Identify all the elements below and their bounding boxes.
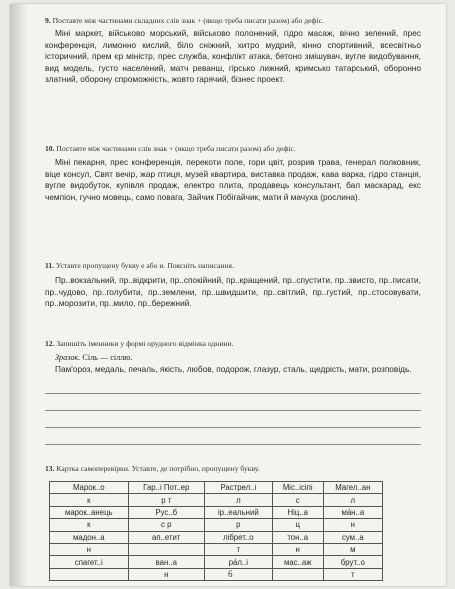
task-11-number: 11. bbox=[45, 261, 55, 270]
card-cell: н bbox=[128, 568, 204, 580]
card-row bbox=[50, 568, 383, 580]
card-cell: мадон..а bbox=[50, 531, 129, 543]
card-cell: ап..етит bbox=[128, 531, 204, 543]
task-13 bbox=[45, 464, 421, 581]
task-12-number: 12. bbox=[45, 339, 55, 348]
card-cell: Растрел..і bbox=[204, 482, 272, 494]
card-cell: мас..аж bbox=[272, 556, 323, 568]
card-cell: сум..а bbox=[323, 531, 382, 543]
task-9-text: Міні маркет, військово морський, військово полонений, гідро масаж, вічно зелений, прес конференція, лимонно кислий, біло сніжний, хитро мудрий, кінно спортивний, всесвітньо історичний, прем єр міністр, прес служба, конфлікт атака, бетоно змішувач, вугле видобування, вид модель, густо населений, матч реванш, гірсько лижний, кримсько татарський, оборонно златний, оборону спроможність, жовто гарячий, бізнес проект. bbox=[45, 28, 421, 85]
card-cell: л bbox=[323, 494, 382, 506]
card-cell: р bbox=[204, 519, 272, 531]
card-cell: к bbox=[50, 494, 129, 506]
card-cell: н bbox=[323, 519, 382, 531]
card-cell: л bbox=[204, 494, 272, 506]
card-cell bbox=[50, 568, 129, 580]
page-number: 6 bbox=[228, 569, 233, 579]
card-row bbox=[50, 556, 383, 568]
card-cell: ра́л..і bbox=[204, 556, 272, 568]
card-cell: марок..анець bbox=[50, 506, 129, 518]
card-cell bbox=[272, 568, 323, 580]
writing-line[interactable] bbox=[45, 393, 421, 394]
card-cell: ц bbox=[272, 519, 323, 531]
task-12-example-label: Зразок. bbox=[55, 353, 81, 362]
task-9-number: 9. bbox=[45, 16, 51, 25]
task-11 bbox=[45, 261, 421, 310]
card-cell: р т bbox=[128, 494, 204, 506]
task-13-heading bbox=[45, 464, 421, 474]
writing-line[interactable] bbox=[45, 410, 421, 411]
card-cell: к bbox=[50, 519, 129, 531]
task-12-example bbox=[45, 352, 412, 363]
task-12-title: Запишіть іменники у формі орудного відмінка однини. bbox=[56, 339, 234, 348]
card-cell: спагет..і bbox=[50, 556, 129, 568]
task-13-number: 13. bbox=[45, 464, 55, 473]
card-cell: ма́н..а bbox=[323, 506, 382, 518]
card-cell: т bbox=[204, 543, 272, 555]
card-cell: Марок..о bbox=[50, 482, 129, 494]
card-cell: ван..а bbox=[128, 556, 204, 568]
task-10 bbox=[45, 144, 421, 203]
task-12-example-text: Сіль — сіллю. bbox=[82, 353, 133, 362]
card-cell: н bbox=[272, 543, 323, 555]
card-cell: Ніц..а bbox=[272, 506, 323, 518]
card-cell: м bbox=[323, 543, 382, 555]
task-10-heading bbox=[45, 144, 421, 154]
task-11-text: Пр..вокзальний, пр..відкрити, пр..спокійний, пр..кращений, пр..спустити, пр..звисто, пр..писати, пр..чудово, пр..голубити, пр..землени, пр..швидшити, пр..світлий, пр..густий, пр..стосовувати, пр..морозити, пр..мило, пр..бережний. bbox=[45, 275, 421, 309]
task-10-text: Міні пекарня, прес конференція, перекоти поле, гори цвіт, розрив трава, генерал полковник, віце консул, Свят вечір, жар птиця, музей квартира, виставка продаж, кава варка, гідро станція, вугле видобуток, купівля продаж, електро плита, продавець консультант, бал маскарад, екс чемпіон, гучно мовець, само повага, Зайчик Побігайчик, мати й мачуха (рослина). bbox=[45, 157, 421, 202]
card-cell: н bbox=[50, 543, 129, 555]
task-12-heading bbox=[45, 339, 412, 349]
self-check-card-table bbox=[49, 481, 383, 581]
task-11-heading bbox=[45, 261, 421, 271]
page-gutter-shadow bbox=[10, 4, 28, 586]
task-9 bbox=[45, 16, 421, 86]
task-10-number: 10. bbox=[45, 144, 55, 153]
card-row bbox=[50, 543, 383, 555]
card-cell bbox=[128, 543, 204, 555]
card-cell: Магел..ан bbox=[323, 482, 382, 494]
card-row bbox=[50, 506, 383, 518]
card-cell: с bbox=[272, 494, 323, 506]
card-cell: Міс..ісіпі bbox=[272, 482, 323, 494]
task-13-title: Картка самоперевірки. Уставте, де потрібно, пропущену букву. bbox=[56, 464, 260, 473]
task-10-title: Поставте між частинами слів знак + (якщо треба писати разом) або дефіс. bbox=[56, 144, 296, 153]
task-9-heading bbox=[45, 16, 421, 26]
card-cell: брут..о bbox=[323, 556, 382, 568]
task-12-text: Пам'ороз, медаль, печаль, якість, любов, подорож, глазур, сталь, щедрість, мати, розповідь. bbox=[55, 364, 412, 374]
workbook-page bbox=[10, 4, 446, 586]
card-cell bbox=[204, 568, 272, 580]
card-cell: Гар..і Пот..ер bbox=[128, 482, 204, 494]
writing-line[interactable] bbox=[45, 427, 421, 428]
task-11-title: Уставте пропущену букву е або и. Поясніть написання. bbox=[55, 261, 234, 270]
card-row bbox=[50, 519, 383, 531]
card-row bbox=[50, 482, 383, 494]
card-cell: т bbox=[323, 568, 382, 580]
writing-lines[interactable] bbox=[45, 393, 421, 461]
card-cell: с р bbox=[128, 519, 204, 531]
card-row bbox=[50, 531, 383, 543]
card-cell: Рус..б bbox=[128, 506, 204, 518]
writing-line[interactable] bbox=[45, 444, 421, 445]
card-cell: тон..а bbox=[272, 531, 323, 543]
task-9-title: Поставте між частинами складних слів знак + (якщо треба писати разом) або дефіс. bbox=[52, 16, 324, 25]
card-row bbox=[50, 494, 383, 506]
task-12 bbox=[45, 339, 412, 376]
card-cell: ір..еальний bbox=[204, 506, 272, 518]
card-cell: лібрет..о bbox=[204, 531, 272, 543]
